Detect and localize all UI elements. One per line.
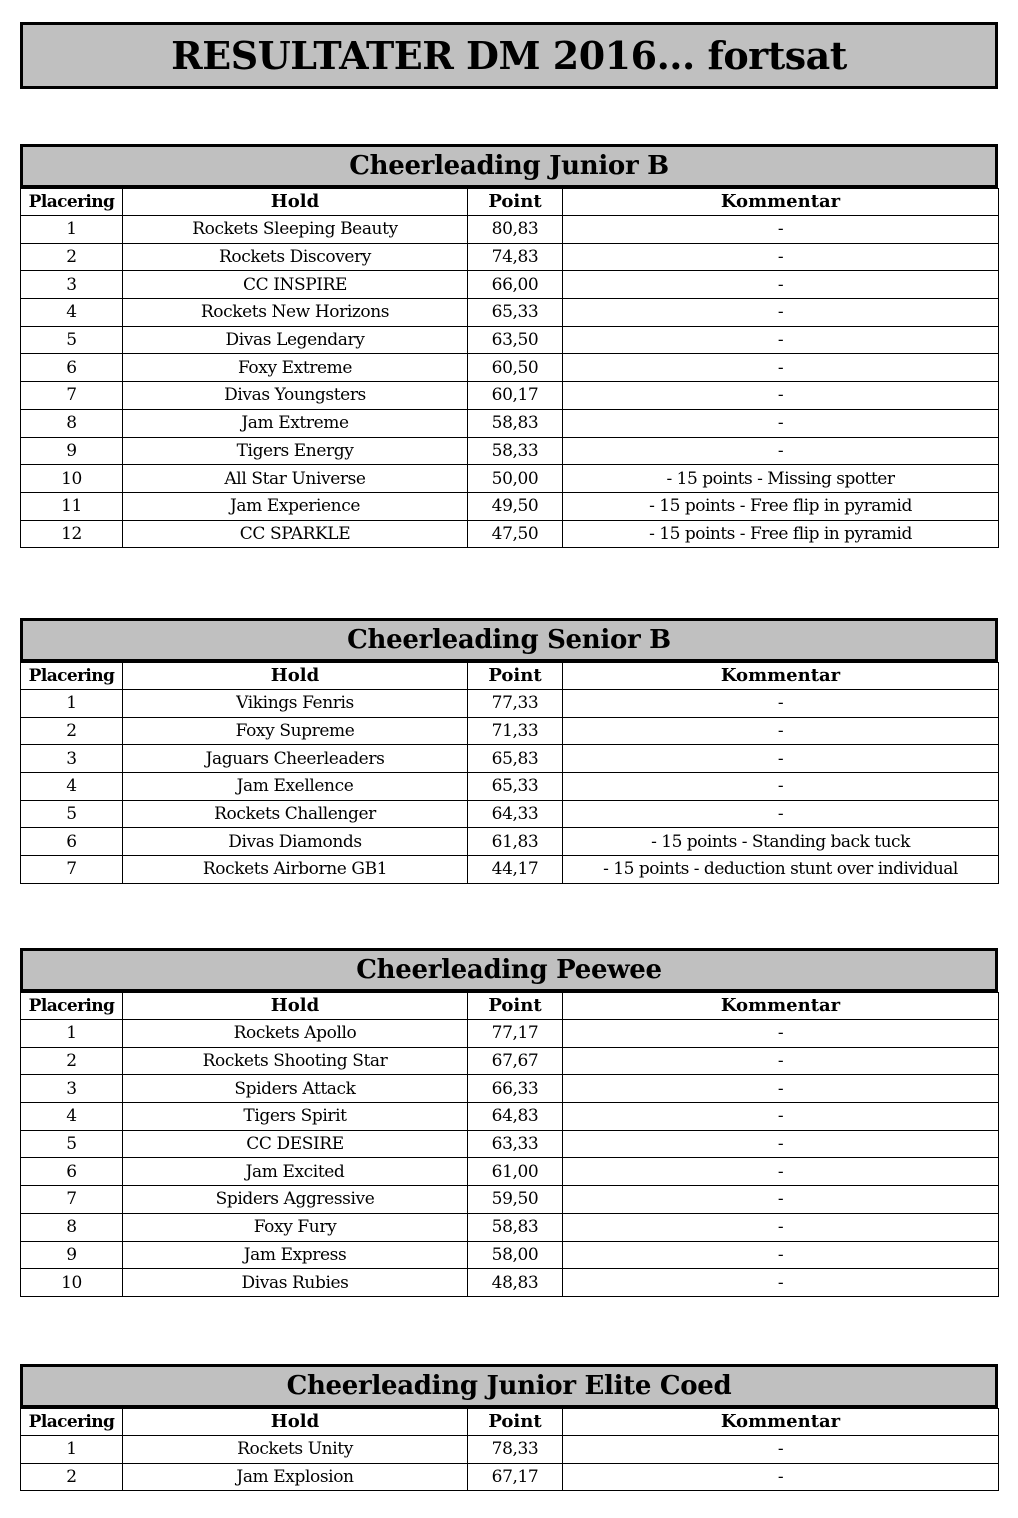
column-header-placering: Placering bbox=[21, 993, 123, 1020]
cell-point: 58,33 bbox=[468, 437, 563, 465]
cell-point: 67,17 bbox=[468, 1463, 563, 1491]
cell-point: 74,83 bbox=[468, 243, 563, 271]
table-row bbox=[21, 1158, 999, 1186]
cell-hold: Spiders Attack bbox=[123, 1075, 468, 1103]
section-title-bar bbox=[20, 144, 998, 188]
table-row bbox=[21, 409, 999, 437]
cell-hold: Foxy Extreme bbox=[123, 354, 468, 382]
cell-point: 58,00 bbox=[468, 1241, 563, 1269]
cell-kommentar: - bbox=[563, 1186, 999, 1214]
cell-kommentar: - bbox=[563, 717, 999, 745]
results-table bbox=[20, 1408, 999, 1491]
cell-point: 48,83 bbox=[468, 1269, 563, 1297]
cell-placering: 3 bbox=[21, 745, 123, 773]
cell-point: 44,17 bbox=[468, 856, 563, 884]
cell-point: 61,00 bbox=[468, 1158, 563, 1186]
cell-kommentar: - bbox=[563, 382, 999, 410]
cell-kommentar: - bbox=[563, 690, 999, 718]
cell-point: 66,00 bbox=[468, 271, 563, 299]
cell-placering: 10 bbox=[21, 1269, 123, 1297]
column-header-row bbox=[21, 1409, 999, 1436]
cell-hold: Rockets Shooting Star bbox=[123, 1047, 468, 1075]
cell-hold: Rockets Sleeping Beauty bbox=[123, 216, 468, 244]
table-row bbox=[21, 690, 999, 718]
cell-kommentar: - bbox=[563, 216, 999, 244]
cell-point: 58,83 bbox=[468, 1213, 563, 1241]
cell-hold: Divas Youngsters bbox=[123, 382, 468, 410]
cell-point: 63,50 bbox=[468, 326, 563, 354]
table-row bbox=[21, 326, 999, 354]
cell-placering: 2 bbox=[21, 1047, 123, 1075]
section-title-bar bbox=[20, 1364, 998, 1408]
cell-point: 65,83 bbox=[468, 745, 563, 773]
column-header-kommentar: Kommentar bbox=[563, 1409, 999, 1436]
table-row bbox=[21, 354, 999, 382]
cell-kommentar: - 15 points - deduction stunt over individual bbox=[563, 856, 999, 884]
cell-placering: 4 bbox=[21, 1103, 123, 1131]
table-row bbox=[21, 828, 999, 856]
cell-point: 64,33 bbox=[468, 800, 563, 828]
table-row bbox=[21, 243, 999, 271]
cell-placering: 4 bbox=[21, 299, 123, 327]
cell-hold: CC DESIRE bbox=[123, 1130, 468, 1158]
column-header-point: Point bbox=[468, 663, 563, 690]
cell-point: 64,83 bbox=[468, 1103, 563, 1131]
cell-kommentar: - bbox=[563, 326, 999, 354]
cell-kommentar: - 15 points - Free flip in pyramid bbox=[563, 520, 999, 548]
section-title: Cheerleading Peewee bbox=[356, 955, 662, 985]
column-header-kommentar: Kommentar bbox=[563, 189, 999, 216]
cell-kommentar: - bbox=[563, 1103, 999, 1131]
cell-placering: 1 bbox=[21, 216, 123, 244]
cell-kommentar: - bbox=[563, 354, 999, 382]
cell-point: 61,83 bbox=[468, 828, 563, 856]
table-row bbox=[21, 773, 999, 801]
cell-kommentar: - bbox=[563, 1213, 999, 1241]
cell-hold: Jam Express bbox=[123, 1241, 468, 1269]
cell-placering: 5 bbox=[21, 800, 123, 828]
cell-point: 59,50 bbox=[468, 1186, 563, 1214]
cell-kommentar: - bbox=[563, 745, 999, 773]
cell-point: 71,33 bbox=[468, 717, 563, 745]
page-title-box bbox=[20, 22, 998, 89]
page-title: RESULTATER DM 2016... fortsat bbox=[171, 33, 847, 78]
cell-kommentar: - 15 points - Free flip in pyramid bbox=[563, 492, 999, 520]
cell-hold: Divas Rubies bbox=[123, 1269, 468, 1297]
results-section-junior-b bbox=[20, 144, 998, 548]
table-row bbox=[21, 856, 999, 884]
cell-hold: All Star Universe bbox=[123, 465, 468, 493]
cell-hold: CC INSPIRE bbox=[123, 271, 468, 299]
cell-hold: Jam Excited bbox=[123, 1158, 468, 1186]
cell-hold: Divas Diamonds bbox=[123, 828, 468, 856]
cell-placering: 11 bbox=[21, 492, 123, 520]
results-section-peewee bbox=[20, 948, 998, 1297]
cell-hold: Tigers Energy bbox=[123, 437, 468, 465]
cell-hold: CC SPARKLE bbox=[123, 520, 468, 548]
column-header-point: Point bbox=[468, 1409, 563, 1436]
cell-hold: Foxy Fury bbox=[123, 1213, 468, 1241]
table-row bbox=[21, 1047, 999, 1075]
table-row bbox=[21, 1436, 999, 1464]
cell-hold: Rockets New Horizons bbox=[123, 299, 468, 327]
cell-point: 49,50 bbox=[468, 492, 563, 520]
cell-hold: Rockets Unity bbox=[123, 1436, 468, 1464]
table-row bbox=[21, 271, 999, 299]
table-row bbox=[21, 1103, 999, 1131]
cell-hold: Jaguars Cheerleaders bbox=[123, 745, 468, 773]
results-table bbox=[20, 188, 999, 548]
table-row bbox=[21, 717, 999, 745]
cell-kommentar: - bbox=[563, 1269, 999, 1297]
table-row bbox=[21, 1463, 999, 1491]
cell-placering: 1 bbox=[21, 690, 123, 718]
cell-hold: Rockets Discovery bbox=[123, 243, 468, 271]
cell-point: 63,33 bbox=[468, 1130, 563, 1158]
cell-point: 77,33 bbox=[468, 690, 563, 718]
cell-point: 65,33 bbox=[468, 299, 563, 327]
column-header-row bbox=[21, 663, 999, 690]
cell-hold: Rockets Airborne GB1 bbox=[123, 856, 468, 884]
column-header-hold: Hold bbox=[123, 663, 468, 690]
cell-point: 58,83 bbox=[468, 409, 563, 437]
results-table bbox=[20, 662, 999, 884]
cell-point: 78,33 bbox=[468, 1436, 563, 1464]
table-row bbox=[21, 1020, 999, 1048]
cell-kommentar: - bbox=[563, 299, 999, 327]
column-header-hold: Hold bbox=[123, 1409, 468, 1436]
column-header-placering: Placering bbox=[21, 189, 123, 216]
cell-placering: 8 bbox=[21, 1213, 123, 1241]
cell-kommentar: - bbox=[563, 409, 999, 437]
table-row bbox=[21, 1130, 999, 1158]
cell-kommentar: - bbox=[563, 800, 999, 828]
cell-placering: 7 bbox=[21, 1186, 123, 1214]
cell-hold: Rockets Challenger bbox=[123, 800, 468, 828]
section-title: Cheerleading Junior Elite Coed bbox=[286, 1371, 732, 1401]
cell-hold: Vikings Fenris bbox=[123, 690, 468, 718]
results-table bbox=[20, 992, 999, 1297]
cell-kommentar: - bbox=[563, 243, 999, 271]
cell-kommentar: - bbox=[563, 1241, 999, 1269]
cell-hold: Divas Legendary bbox=[123, 326, 468, 354]
table-row bbox=[21, 1213, 999, 1241]
column-header-hold: Hold bbox=[123, 993, 468, 1020]
table-row bbox=[21, 437, 999, 465]
cell-point: 77,17 bbox=[468, 1020, 563, 1048]
cell-placering: 2 bbox=[21, 243, 123, 271]
cell-placering: 12 bbox=[21, 520, 123, 548]
cell-kommentar: - 15 points - Standing back tuck bbox=[563, 828, 999, 856]
table-row bbox=[21, 1269, 999, 1297]
table-row bbox=[21, 216, 999, 244]
cell-placering: 6 bbox=[21, 1158, 123, 1186]
table-row bbox=[21, 800, 999, 828]
cell-placering: 2 bbox=[21, 717, 123, 745]
table-row bbox=[21, 465, 999, 493]
cell-kommentar: - bbox=[563, 1020, 999, 1048]
cell-point: 60,17 bbox=[468, 382, 563, 410]
table-row bbox=[21, 745, 999, 773]
cell-point: 60,50 bbox=[468, 354, 563, 382]
cell-placering: 10 bbox=[21, 465, 123, 493]
column-header-placering: Placering bbox=[21, 663, 123, 690]
table-row bbox=[21, 382, 999, 410]
column-header-placering: Placering bbox=[21, 1409, 123, 1436]
cell-placering: 7 bbox=[21, 382, 123, 410]
results-section-junior-elite-coed bbox=[20, 1364, 998, 1491]
column-header-hold: Hold bbox=[123, 189, 468, 216]
cell-placering: 4 bbox=[21, 773, 123, 801]
cell-point: 67,67 bbox=[468, 1047, 563, 1075]
cell-point: 66,33 bbox=[468, 1075, 563, 1103]
cell-point: 80,83 bbox=[468, 216, 563, 244]
cell-hold: Jam Explosion bbox=[123, 1463, 468, 1491]
cell-hold: Jam Extreme bbox=[123, 409, 468, 437]
cell-placering: 5 bbox=[21, 326, 123, 354]
results-section-senior-b bbox=[20, 618, 998, 884]
cell-placering: 1 bbox=[21, 1436, 123, 1464]
cell-placering: 5 bbox=[21, 1130, 123, 1158]
cell-kommentar: - bbox=[563, 1047, 999, 1075]
cell-kommentar: - bbox=[563, 437, 999, 465]
table-row bbox=[21, 520, 999, 548]
section-title-bar bbox=[20, 948, 998, 992]
cell-kommentar: - bbox=[563, 1436, 999, 1464]
cell-placering: 7 bbox=[21, 856, 123, 884]
section-title: Cheerleading Senior B bbox=[347, 625, 671, 655]
table-row bbox=[21, 1241, 999, 1269]
section-title: Cheerleading Junior B bbox=[349, 151, 669, 181]
cell-point: 65,33 bbox=[468, 773, 563, 801]
cell-kommentar: - bbox=[563, 773, 999, 801]
cell-hold: Jam Experience bbox=[123, 492, 468, 520]
cell-hold: Foxy Supreme bbox=[123, 717, 468, 745]
column-header-point: Point bbox=[468, 189, 563, 216]
cell-placering: 8 bbox=[21, 409, 123, 437]
cell-hold: Jam Exellence bbox=[123, 773, 468, 801]
cell-placering: 9 bbox=[21, 1241, 123, 1269]
cell-placering: 6 bbox=[21, 828, 123, 856]
table-row bbox=[21, 299, 999, 327]
cell-point: 47,50 bbox=[468, 520, 563, 548]
table-row bbox=[21, 1186, 999, 1214]
column-header-kommentar: Kommentar bbox=[563, 993, 999, 1020]
column-header-point: Point bbox=[468, 993, 563, 1020]
cell-placering: 2 bbox=[21, 1463, 123, 1491]
cell-kommentar: - bbox=[563, 1158, 999, 1186]
column-header-row bbox=[21, 993, 999, 1020]
cell-kommentar: - bbox=[563, 1463, 999, 1491]
cell-kommentar: - 15 points - Missing spotter bbox=[563, 465, 999, 493]
cell-placering: 1 bbox=[21, 1020, 123, 1048]
cell-placering: 9 bbox=[21, 437, 123, 465]
cell-point: 50,00 bbox=[468, 465, 563, 493]
cell-kommentar: - bbox=[563, 271, 999, 299]
table-row bbox=[21, 492, 999, 520]
cell-kommentar: - bbox=[563, 1130, 999, 1158]
column-header-row bbox=[21, 189, 999, 216]
cell-hold: Rockets Apollo bbox=[123, 1020, 468, 1048]
column-header-kommentar: Kommentar bbox=[563, 663, 999, 690]
cell-placering: 3 bbox=[21, 1075, 123, 1103]
cell-hold: Tigers Spirit bbox=[123, 1103, 468, 1131]
section-title-bar bbox=[20, 618, 998, 662]
cell-kommentar: - bbox=[563, 1075, 999, 1103]
cell-placering: 3 bbox=[21, 271, 123, 299]
cell-hold: Spiders Aggressive bbox=[123, 1186, 468, 1214]
cell-placering: 6 bbox=[21, 354, 123, 382]
table-row bbox=[21, 1075, 999, 1103]
